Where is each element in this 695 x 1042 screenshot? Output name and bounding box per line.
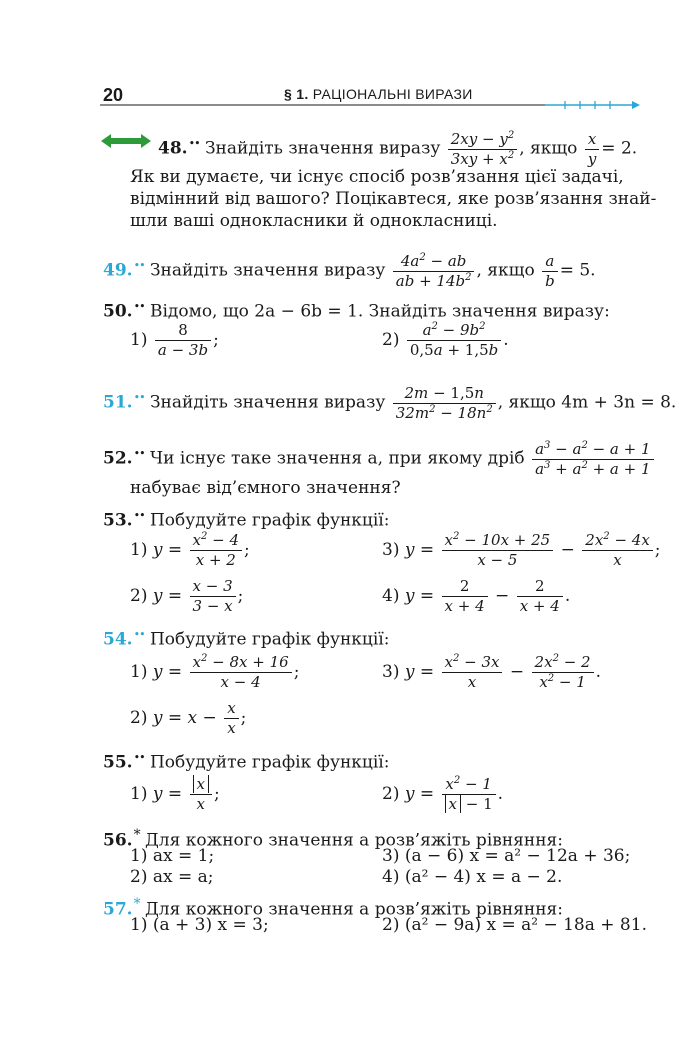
problem-number: 56. [103,830,133,851]
problem-text: Для кожного значення a розв’яжіть рівняння: [144,899,563,920]
problem-56-item-3: 3) (a − 6) x = a² − 12a + 36; [382,846,631,866]
problem-56-item-2: 2) ax = a; [130,867,214,887]
problem-text: Відомо, що 2a − 6b = 1. Знайдіть значення виразу: [149,301,610,322]
problem-text: Для кожного значення a розв’яжіть рівняння: [144,830,563,851]
problem-56-item-1: 1) ax = 1; [130,846,215,866]
difficulty-stars: •• [133,300,145,313]
note-line: відмінний від вашого? Поцікавтеся, яке розв’язання знай- [130,189,657,209]
fraction: $\frac{2xy - y^2}{3xy + x^2}$ [448,130,517,169]
difficulty-stars: •• [188,137,200,150]
problem-48-note [130,166,657,232]
difficulty-stars: •• [133,751,145,764]
problem-number: 49. [103,260,133,281]
formula-53-3: 3) y = $\frac{x^2 - 10x + 25}{x - 5}$ − $\frac{2x^2 - 4x}{x}$ ; [382,531,661,569]
formula-53-4: 4) y = $\frac{2}{x + 4}$ − $\frac{2}{x + 4}$ . [382,577,571,615]
header-rule [100,99,640,111]
problem-number: 52. [103,448,133,469]
difficulty-stars: •• [133,509,145,522]
problem-text: Побудуйте графік функції: [149,752,390,773]
formula-55-2: 2) y = $\frac{x^2 - 1}{x - 1}$ . [382,775,504,813]
problem-49: 49.•• Знайдіть значення виразу $\frac{4a^2 - ab}{ab + 14b^2}$ , якщо $\frac{a}{b}$ = 5. [103,251,596,290]
problem-50-item-1: 1) $\frac{8}{a - 3b}$ ; [130,321,219,359]
fraction: $\frac{2m - 1,5n}{32m^2 - 18n^2}$ [393,384,496,423]
fraction: $\frac{a^3 - a^2 - a + 1}{a^3 + a^2 + a + 1}$ [532,440,653,479]
problem-text: Знайдіть значення виразу [149,392,386,413]
fraction: $\frac{a}{b}$ [542,252,558,291]
problem-number: 51. [103,392,133,413]
condition: якщо 4m + 3n = 8. [508,392,677,413]
difficulty-stars: •• [133,628,145,641]
problem-51: 51.•• Знайдіть значення виразу $\frac{2m - 1,5n}{32m^2 - 18n^2}$ , якщо 4m + 3n = 8. [103,383,677,422]
difficulty-stars: •• [133,391,145,404]
formula-55-1: 1) y = $\frac{x}{x}$ ; [130,775,220,813]
problem-text: Знайдіть значення виразу [204,138,441,159]
page-number: 20 [103,85,124,105]
problem-56-item-4: 4) (a² − 4) x = a − 2. [382,867,563,887]
problem-57-item-2: 2) (a² − 9a) x = a² − 18a + 81. [382,915,647,935]
difficulty-stars: * [133,827,140,843]
problem-50-item-2: 2) $\frac{a^2 - 9b^2}{0,5a + 1,5b}$ . [382,321,509,359]
problem-number: 57. [103,899,133,920]
formula-54-1: 1) y = $\frac{x^2 - 8x + 16}{x - 4}$ ; [130,653,300,691]
difficulty-stars: •• [133,447,145,460]
item-label: 2) [382,330,400,350]
problem-number: 48. [158,138,188,159]
problem-57-item-1: 1) (a + 3) x = 3; [130,915,269,935]
problem-52-cont: набуває від’ємного значення? [130,478,401,498]
fraction: $\frac{a^2 - 9b^2}{0,5a + 1,5b}$ [407,321,501,360]
problem-text: Побудуйте графік функції: [149,510,390,531]
problem-text: Чи існує таке значення a, при якому дріб [149,448,525,469]
formula-54-3: 3) y = $\frac{x^2 - 3x}{x}$ − $\frac{2x^2 - 2}{x^2 - 1}$ . [382,653,601,691]
problem-48: 48.•• Знайдіть значення виразу $\frac{2xy - y^2}{3xy + x^2}$ , якщо $\frac{x}{y}$ = 2. [158,129,638,168]
note-line: Як ви думаєте, чи існує спосіб розв’язання цієї задачі, [130,167,624,187]
formula-54-2: 2) y = x − $\frac{x}{x}$ ; [130,699,247,737]
problem-52 [103,432,656,476]
fraction: $\frac{x}{y}$ [585,130,599,169]
problem-number: 55. [103,752,133,773]
problem-55 [103,747,389,774]
problem-text: Знайдіть значення виразу [149,260,386,281]
problem-54 [103,624,389,651]
condition-word: якщо [530,138,578,159]
problem-text: Побудуйте графік функції: [149,629,390,650]
condition-word: якщо [487,260,535,281]
problem-number: 53. [103,510,133,531]
fraction: $\frac{8}{a - 3b}$ [155,321,211,360]
difficulty-stars: •• [133,259,145,272]
fraction: $\frac{4a^2 - ab}{ab + 14b^2}$ [393,252,475,291]
formula-53-1: 1) y = $\frac{x^2 - 4}{x + 2}$ ; [130,531,250,569]
problem-number: 54. [103,629,133,650]
note-line: шли ваші однокласники й однокласниці. [130,211,498,231]
item-label: 1) [130,330,148,350]
double-arrow-icon [101,134,151,148]
problem-number: 50. [103,301,133,322]
difficulty-stars: * [133,896,140,912]
formula-53-2: 2) y = $\frac{x - 3}{3 - x}$ ; [130,577,244,615]
section-mark: § 1. [284,86,309,102]
section-name: РАЦІОНАЛЬНІ ВИРАЗИ [312,86,473,102]
